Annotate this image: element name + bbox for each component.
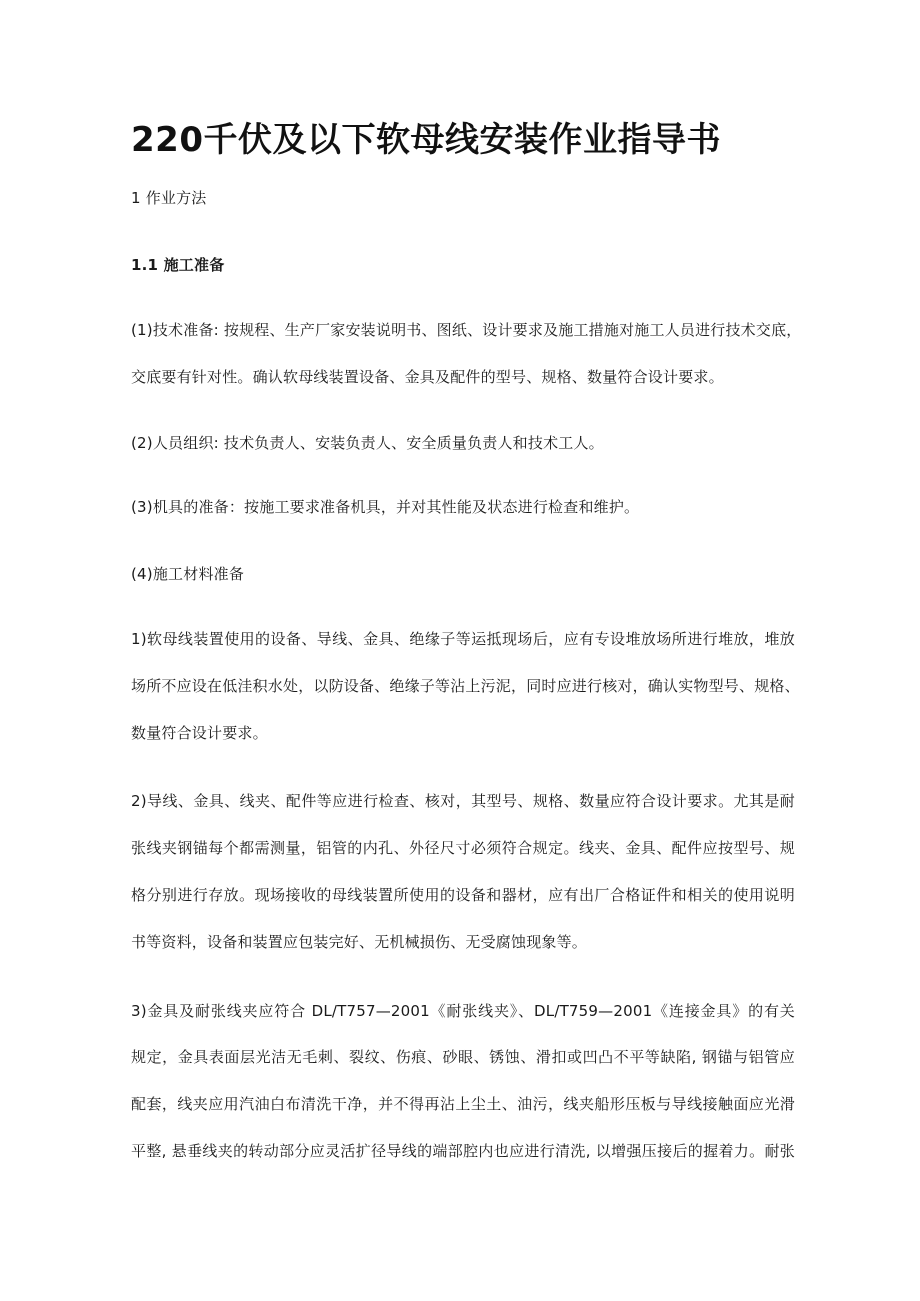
paragraph-line: 3)金具及耐张线夹应符合 DL/T757—2001《耐张线夹》、DL/T759—2001《连接金具》的有关	[131, 1002, 795, 1020]
document-title: 220千伏及以下软母线安装作业指导书	[131, 120, 721, 160]
paragraph-line: 2)导线、金具、线夹、配件等应进行检查、核对，其型号、规格、数量应符合设计要求。尤其是耐	[131, 792, 795, 810]
paragraph-line: 交底要有针对性。确认软母线装置设备、金具及配件的型号、规格、数量符合设计要求。	[131, 368, 724, 386]
paragraph-line: 平整, 悬垂线夹的转动部分应灵活扩径导线的端部腔内也应进行清洗, 以增强压接后的握着力。耐张	[131, 1142, 795, 1160]
paragraph-line: 配套，线夹应用汽油白布清洗干净，并不得再沾上尘土、油污，线夹船形压板与导线接触面应光滑	[131, 1095, 795, 1113]
paragraph-line: (2)人员组织: 技术负责人、安装负责人、安全质量负责人和技术工人。	[131, 434, 604, 452]
paragraph-line: 1)软母线装置使用的设备、导线、金具、绝缘子等运抵现场后，应有专设堆放场所进行堆放，堆放	[131, 630, 795, 648]
paragraph-line: (4)施工材料准备	[131, 565, 245, 583]
paragraph-line: (1)技术准备: 按规程、生产厂家安装说明书、图纸、设计要求及施工措施对施工人员进行技术交底，	[131, 321, 802, 339]
paragraph-line: 规定，金具表面层光洁无毛刺、裂纹、伤痕、砂眼、锈蚀、滑扣或凹凸不平等缺陷, 钢锚与铝管应	[131, 1048, 795, 1066]
paragraph-line: 张线夹钢锚每个都需测量，铝管的内孔、外径尺寸必须符合规定。线夹、金具、配件应按型号、规	[131, 839, 795, 857]
paragraph-line: 书等资料，设备和装置应包装完好、无机械损伤、无受腐蚀现象等。	[131, 933, 588, 951]
subsection-heading: 1.1 施工准备	[131, 256, 225, 274]
paragraph-line: 数量符合设计要求。	[131, 724, 268, 742]
section-heading: 1 作业方法	[131, 189, 207, 207]
paragraph-line: 场所不应设在低洼积水处，以防设备、绝缘子等沾上污泥，同时应进行核对，确认实物型号、规格、	[131, 677, 800, 695]
paragraph-line: 格分别进行存放。现场接收的母线装置所使用的设备和器材，应有出厂合格证件和相关的使用说明	[131, 886, 795, 904]
paragraph-line: (3)机具的准备：按施工要求准备机具，并对其性能及状态进行检查和维护。	[131, 498, 640, 516]
